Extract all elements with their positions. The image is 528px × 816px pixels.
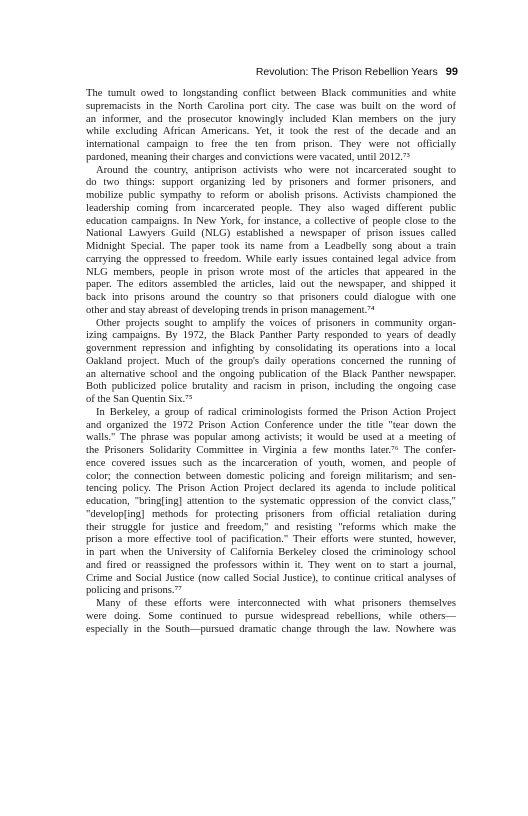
text-line: education campaigns. In New York, for instance, a collective of people close to the [86, 215, 456, 227]
text-line: do two things: support organizing led by prisoners and former prisoners, and [86, 177, 456, 189]
text-line: the Prisoners Solidarity Committee in Virginia a few months later.⁷⁶ The confer- [86, 445, 456, 456]
text-line: while excluding African Americans. Yet, it took the rest of the decade and an [86, 126, 456, 138]
text-line: Both publicized police brutality and racism in prison, including the ongoing case [86, 381, 456, 393]
text-line: international campaign to free the ten from prison. They were not officially [86, 139, 456, 150]
text-line: pardoned, meaning their charges and convictions were vacated, until 2012.⁷³ [86, 151, 410, 163]
body-text [86, 88, 456, 636]
text-line: leadership coming from incarcerated people. They also waged different public [86, 202, 456, 214]
text-line: National Lawyers Guild (NLG) established a newspaper of prison issues called [86, 228, 456, 240]
text-line: their struggle for justice and freedom," and resisting "reforms which make the [86, 521, 456, 533]
text-line: carrying the oppressed to freedom. While early issues contained legal advice from [86, 253, 456, 265]
text-line: of the San Quentin Six.⁷⁵ [86, 394, 193, 405]
text-line: mobilize public sympathy to reform or abolish prisons. Activists championed the [86, 190, 456, 201]
text-line: tencing policy. The Prison Action Project declared its agenda to include political [86, 483, 456, 495]
text-line: Other projects sought to amplify the voices of prisoners in community organ- [96, 317, 456, 329]
text-line: Crime and Social Justice (now called Social Justice), to continue critical analyses of [86, 572, 456, 584]
text-line: government repression and infighting by consolidating its operations into a local [86, 343, 456, 354]
text-line: izing campaigns. By 1972, the Black Panther Party responded to years of deadly [86, 330, 456, 342]
text-line: walls." The phrase was popular among activists; it would be used at a meeting of [86, 432, 456, 444]
text-line: The tumult owed to longstanding conflict between Black communities and white [86, 88, 456, 99]
text-line: NLG members, people in prison wrote most of the articles that appeared in the [86, 266, 456, 278]
text-line: other and stay abreast of developing trends in prison management.⁷⁴ [86, 304, 375, 316]
text-line: In Berkeley, a group of radical criminologists formed the Prison Action Project [96, 406, 456, 418]
text-line: an alternative school and the ongoing publication of the Black Panther newspaper. [86, 368, 456, 380]
text-line: prison a more effective tool of pacification." Their efforts were stunted, however, [86, 534, 456, 546]
text-line: "develop[ing] methods for protecting prisoners from official retaliation during [86, 508, 456, 520]
text-line: paper. The editors assembled the articles, laid out the newspaper, and shipped it [86, 279, 456, 291]
text-line: Oakland project. Much of the group's daily operations concerned the running of [86, 355, 456, 367]
text-line: Many of these efforts were interconnected with what prisoners themselves [96, 598, 456, 609]
text-line: were doing. Some continued to pursue widespread rebellions, while others— [86, 610, 456, 622]
running-title: Revolution: The Prison Rebellion Years [255, 66, 438, 78]
page-number: 99 [445, 66, 458, 78]
text-line: education, "bring[ing] attention to the systematic oppression of the convict class," [86, 496, 456, 507]
running-head [86, 66, 458, 78]
text-line: especially in the South—pursued dramatic change through the law. Nowhere was [86, 623, 456, 635]
text-line: policing and prisons.⁷⁷ [86, 585, 182, 597]
text-line: ence covered issues such as the incarceration of youth, women, and people of [86, 457, 456, 469]
text-line: supremacists in the North Carolina port city. The case was built on the word of [86, 100, 456, 112]
text-line: Midnight Special. The paper took its name from a Leadbelly song about a train [86, 241, 456, 252]
text-line: back into prisons around the country so that prisoners could dialogue with one [86, 292, 456, 303]
text-line: in part when the University of California Berkeley closed the criminology school [86, 547, 456, 558]
text-line: and organized the 1972 Prison Action Conference under the title "tear down the [86, 419, 456, 431]
text-line: and fired or reassigned the professors within it. They went on to start a journal, [86, 559, 456, 571]
text-line: Around the country, antiprison activists who were not incarcerated sought to [96, 164, 456, 176]
text-line: an informer, and the prosecutor knowingly included Klan members on the jury [86, 113, 456, 125]
text-line: color; the connection between domestic policing and foreign militarism; and sen- [86, 470, 456, 482]
